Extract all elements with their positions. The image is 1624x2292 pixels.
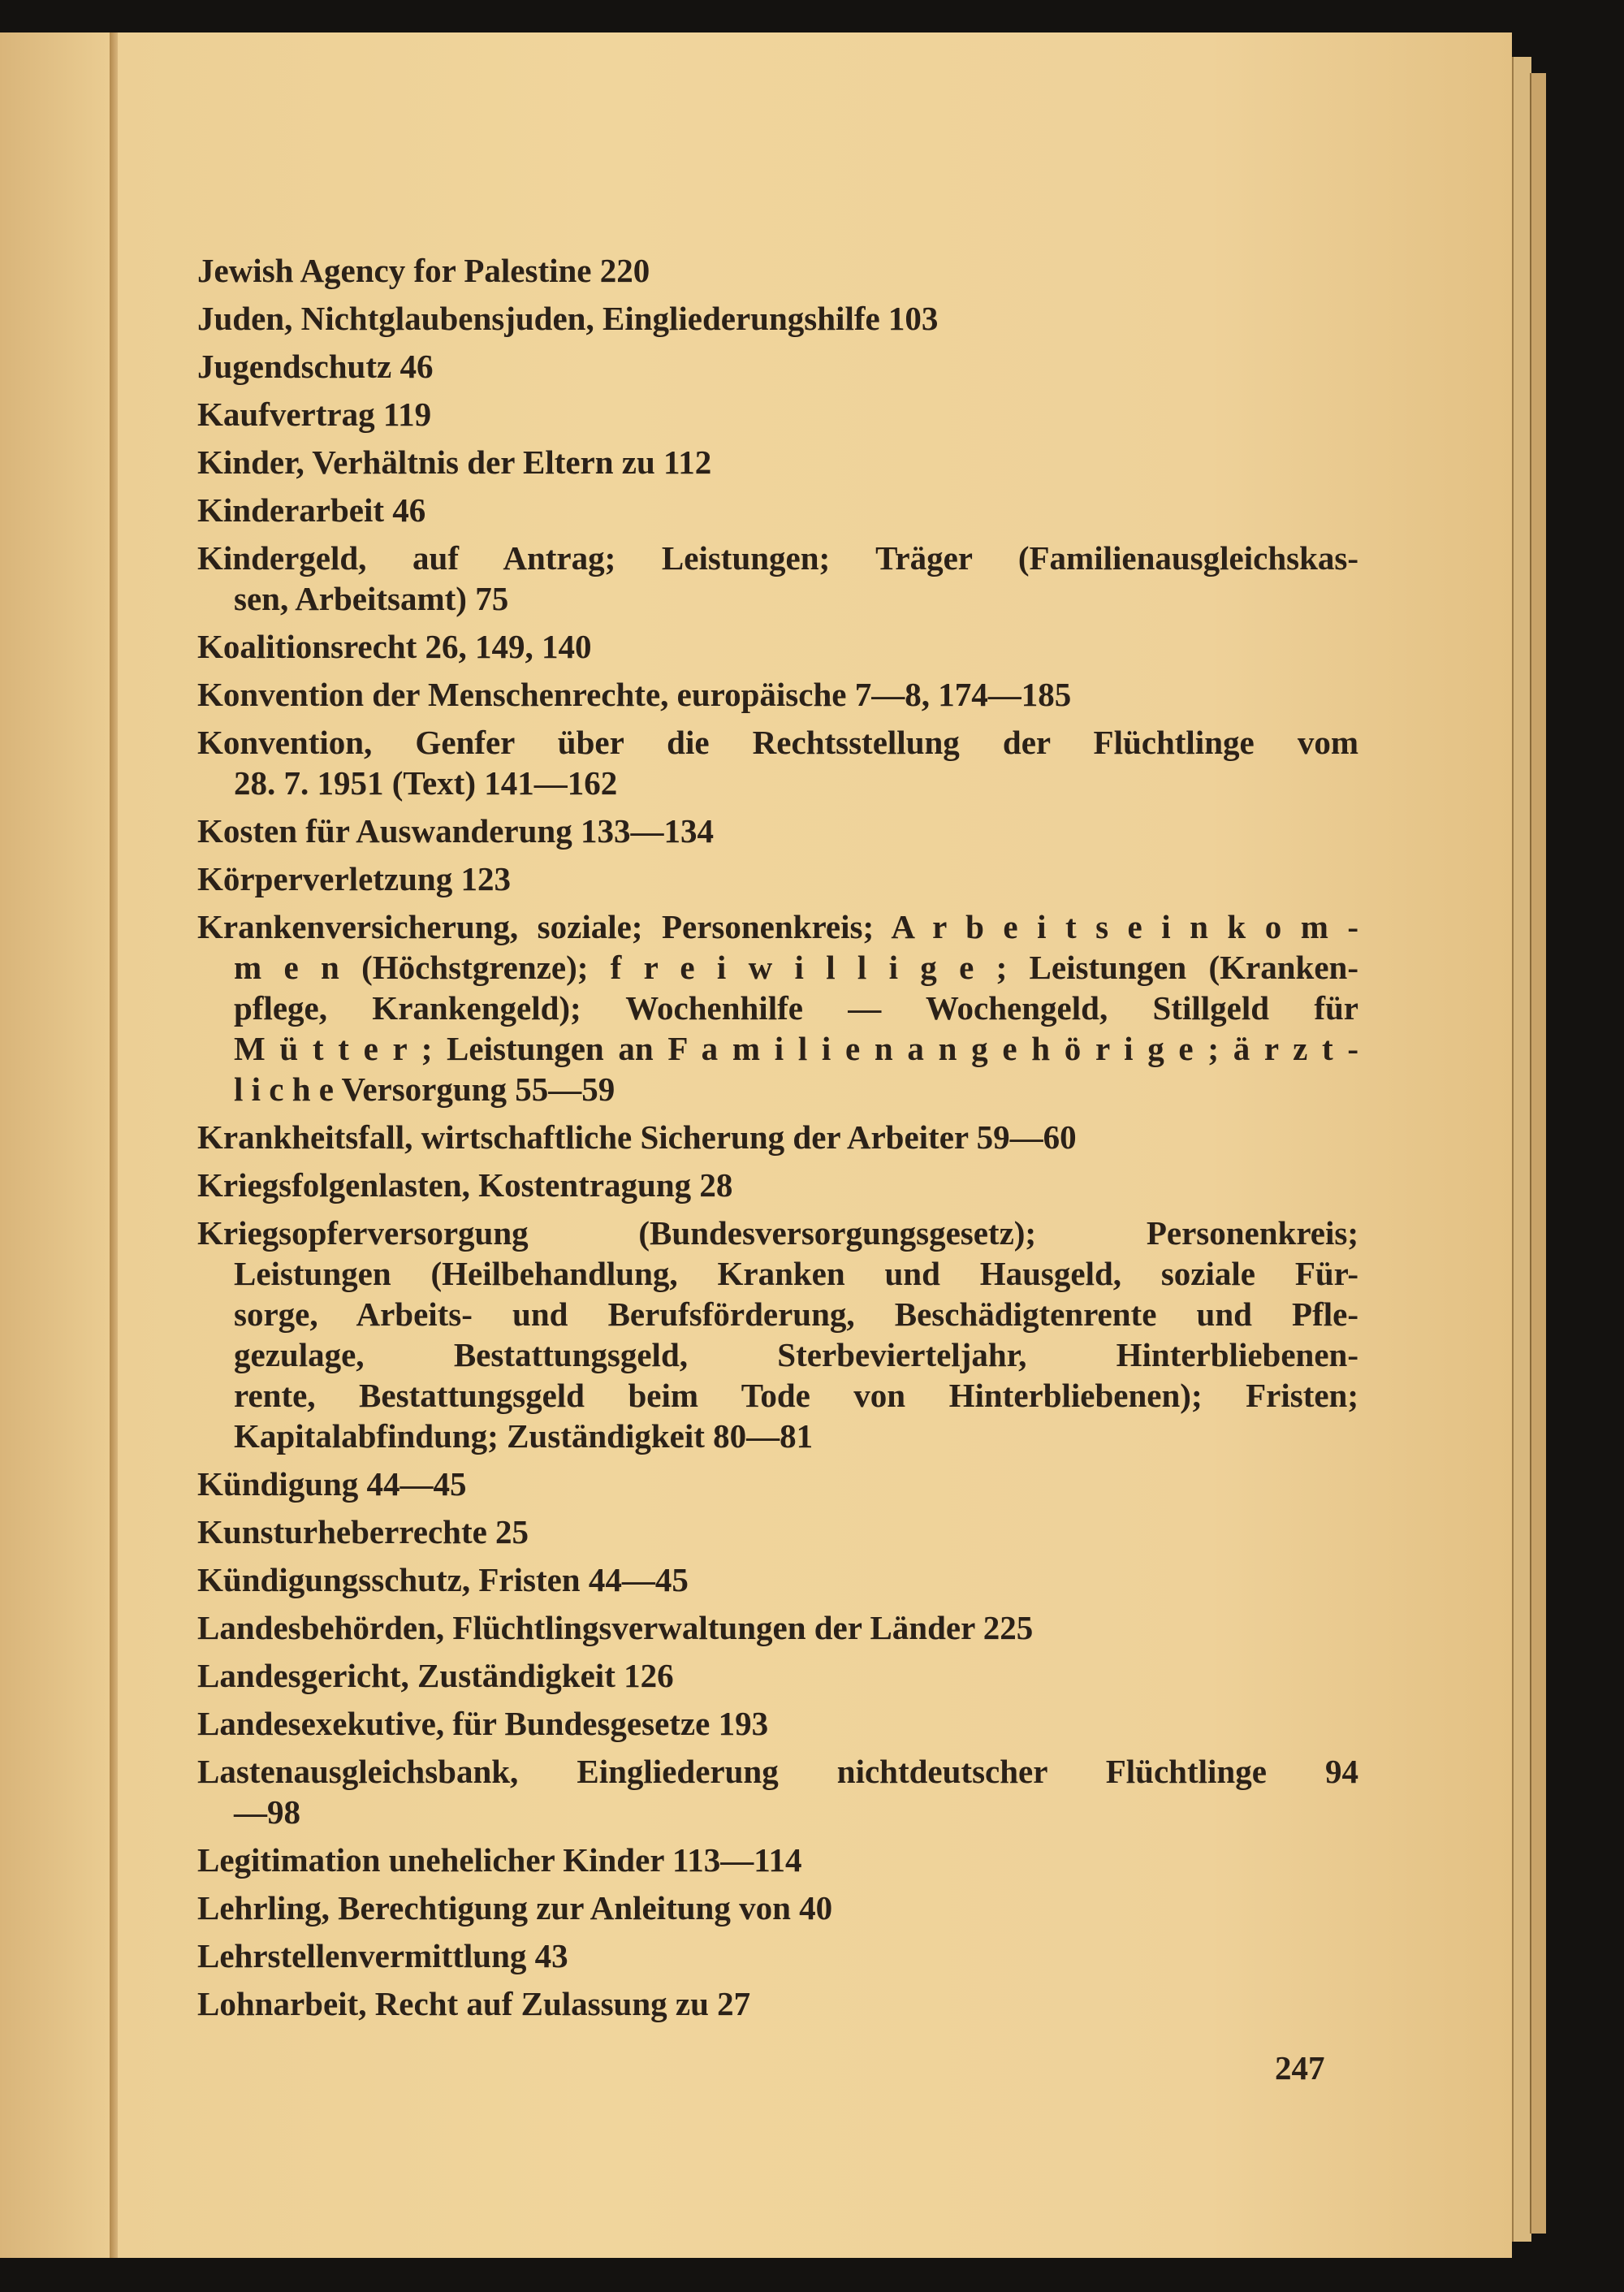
index-entry bbox=[197, 298, 1358, 339]
index-entry-line: Kündigungsschutz, Fristen 44—45 bbox=[197, 1561, 689, 1598]
index-entry-line: Lohnarbeit, Recht auf Zulassung zu 27 bbox=[197, 1985, 751, 2022]
index-entry-line: Lehrstellenvermittlung 43 bbox=[197, 1937, 568, 1974]
index-entry bbox=[197, 346, 1358, 387]
index-entry-line: Jewish Agency for Palestine 220 bbox=[197, 252, 650, 289]
index-entry bbox=[197, 1935, 1358, 1976]
index-entry bbox=[197, 674, 1358, 715]
index-entry-line: Konvention, Genfer über die Rechtsstellung der Flüchtlinge vom bbox=[197, 724, 1358, 761]
index-entry bbox=[197, 394, 1358, 435]
index-entry-continuation: sen, Arbeitsamt) 75 bbox=[234, 580, 509, 617]
index-entry-line: Juden, Nichtglaubensjuden, Eingliederungshilfe 103 bbox=[197, 300, 939, 337]
index-entry-continuation: Leistungen (Heilbehandlung, Kranken und Hausgeld, soziale Für- bbox=[234, 1255, 1358, 1292]
index-entry-line: Koalitionsrecht 26, 149, 140 bbox=[197, 628, 592, 665]
index-entry bbox=[197, 1703, 1358, 1744]
index-entry bbox=[197, 1888, 1358, 1928]
index-entry-continuation: Kapitalabfindung; Zuständigkeit 80—81 bbox=[234, 1417, 814, 1455]
index-entry bbox=[197, 442, 1358, 482]
index-entry bbox=[197, 490, 1358, 530]
index-entry-line: Kündigung 44—45 bbox=[197, 1465, 467, 1503]
index-entry-line: Kinderarbeit 46 bbox=[197, 491, 426, 529]
index-entry bbox=[197, 1213, 1358, 1456]
index-entry-continuation: 28. 7. 1951 (Text) 141—162 bbox=[234, 764, 618, 802]
index-entry bbox=[197, 858, 1358, 899]
index-entry bbox=[197, 1983, 1358, 2024]
index-entry-line: Krankheitsfall, wirtschaftliche Sicherung der Arbeiter 59—60 bbox=[197, 1118, 1077, 1156]
index-entry-continuation: l i c h e Versorgung 55—59 bbox=[234, 1070, 615, 1108]
index-entry bbox=[197, 1165, 1358, 1205]
index-entry bbox=[197, 1840, 1358, 1880]
index-entry bbox=[197, 722, 1358, 803]
index-entry-line: Kosten für Auswanderung 133—134 bbox=[197, 812, 714, 850]
index-entry-continuation: —98 bbox=[234, 1793, 300, 1831]
index-entry-line: Kriegsopferversorgung (Bundesversorgungsgesetz); Personenkreis; bbox=[197, 1214, 1358, 1252]
index-entry bbox=[197, 1117, 1358, 1157]
index-entry-line: Landesexekutive, für Bundesgesetze 193 bbox=[197, 1705, 769, 1742]
index-entry bbox=[197, 1655, 1358, 1696]
index-entry-line: Kindergeld, auf Antrag; Leistungen; Träger (Familienausgleichskas- bbox=[197, 539, 1358, 577]
index-entry-line: Kunsturheberrechte 25 bbox=[197, 1513, 529, 1550]
page-number: 247 bbox=[1275, 2049, 1325, 2087]
index-entry-line: Landesgericht, Zuständigkeit 126 bbox=[197, 1657, 674, 1694]
index-entry-continuation: pflege, Krankengeld); Wochenhilfe — Wochengeld, Stillgeld für bbox=[234, 989, 1358, 1027]
index-entry-continuation: m e n (Höchstgrenze); f r e i w i l l i g e ; Leistungen (Kranken- bbox=[234, 949, 1358, 986]
index-entry-continuation: rente, Bestattungsgeld beim Tode von Hinterbliebenen); Fristen; bbox=[234, 1377, 1358, 1414]
index-entry-line: Krankenversicherung, soziale; Personenkreis; A r b e i t s e i n k o m - bbox=[197, 908, 1358, 945]
index-entry-line: Lehrling, Berechtigung zur Anleitung von 40 bbox=[197, 1889, 833, 1927]
index-list bbox=[197, 250, 1358, 2031]
index-entry-line: Legitimation unehelicher Kinder 113—114 bbox=[197, 1841, 802, 1879]
index-entry bbox=[197, 250, 1358, 291]
index-entry-line: Lastenausgleichsbank, Eingliederung nichtdeutscher Flüchtlinge 94 bbox=[197, 1753, 1358, 1790]
index-entry bbox=[197, 1559, 1358, 1600]
index-entry bbox=[197, 626, 1358, 667]
page-edge-back bbox=[1530, 73, 1546, 2234]
index-entry-line: Konvention der Menschenrechte, europäische 7—8, 174—185 bbox=[197, 676, 1072, 713]
index-entry-continuation: gezulage, Bestattungsgeld, Sterbevierteljahr, Hinterbliebenen- bbox=[234, 1336, 1358, 1373]
page-edge bbox=[1512, 57, 1531, 2242]
index-entry bbox=[197, 538, 1358, 619]
index-entry-line: Kaufvertrag 119 bbox=[197, 396, 432, 433]
index-entry-line: Kriegsfolgenlasten, Kostentragung 28 bbox=[197, 1166, 733, 1204]
page-gutter bbox=[110, 32, 118, 2258]
index-entry-line: Landesbehörden, Flüchtlingsverwaltungen der Länder 225 bbox=[197, 1609, 1034, 1646]
index-entry bbox=[197, 1511, 1358, 1552]
index-entry-line: Jugendschutz 46 bbox=[197, 348, 434, 385]
index-entry-line: Kinder, Verhältnis der Eltern zu 112 bbox=[197, 443, 712, 481]
index-entry bbox=[197, 1751, 1358, 1832]
index-entry-line: Körperverletzung 123 bbox=[197, 860, 511, 897]
index-entry bbox=[197, 1607, 1358, 1648]
index-entry-continuation: M ü t t e r ; Leistungen an F a m i l i e n a n g e h ö r i g e ; ä r z t - bbox=[234, 1030, 1358, 1067]
index-entry bbox=[197, 811, 1358, 851]
index-entry-continuation: sorge, Arbeits- und Berufsförderung, Beschädigtenrente und Pfle- bbox=[234, 1295, 1358, 1333]
index-entry bbox=[197, 1464, 1358, 1504]
index-entry bbox=[197, 906, 1358, 1109]
